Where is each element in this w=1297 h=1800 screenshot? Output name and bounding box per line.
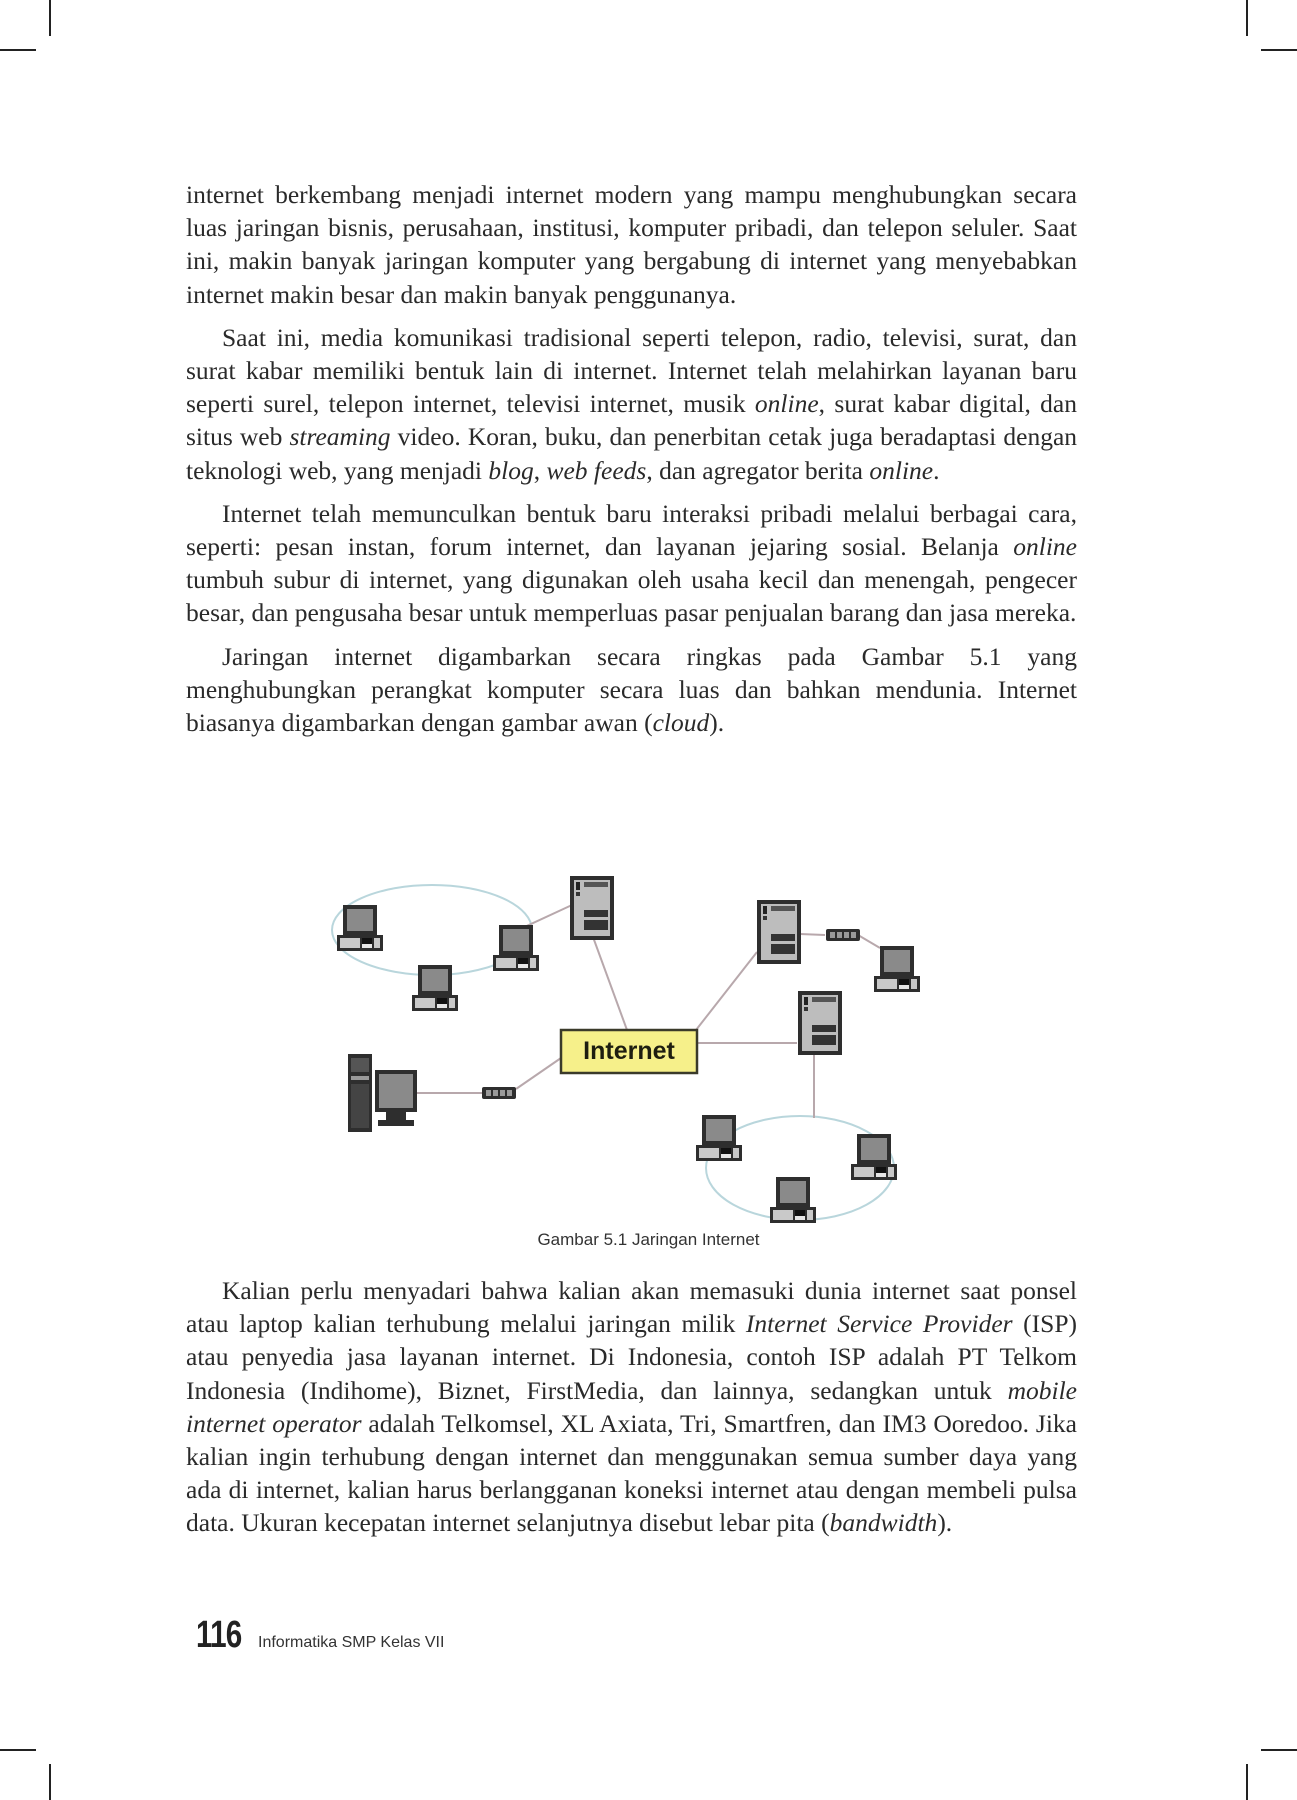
text-run: internet berkembang menjadi internet modern yang mampu menghubungkan secara luas jaringan bisnis, perusahaan, institusi, komputer pribadi, dan telepon seluler. Saat ini, makin banyak jaringan komputer yang bergabung di internet yang menyebabkan internet makin besar dan makin banyak penggunanya. bbox=[186, 180, 1077, 309]
switch-icon bbox=[482, 1087, 516, 1099]
pc-icon bbox=[696, 1115, 742, 1161]
crop-mark-top-left-horizontal bbox=[0, 49, 36, 51]
pc-icon bbox=[412, 965, 458, 1011]
italic-term: online bbox=[1013, 532, 1077, 562]
body-text-top bbox=[186, 178, 1077, 739]
crop-mark-top-right-vertical bbox=[1246, 0, 1248, 36]
paragraph bbox=[186, 1274, 1077, 1540]
internet-label: Internet bbox=[583, 1037, 675, 1065]
crop-mark-bottom-right-horizontal bbox=[1261, 1749, 1297, 1751]
pc-icon bbox=[851, 1134, 897, 1180]
pc-icon bbox=[493, 925, 539, 971]
paragraph bbox=[186, 497, 1077, 630]
pc-icon bbox=[770, 1177, 816, 1223]
crop-mark-bottom-left-vertical bbox=[49, 1764, 51, 1800]
crop-mark-bottom-right-vertical bbox=[1246, 1764, 1248, 1800]
page-footer bbox=[196, 1614, 444, 1657]
crop-mark-top-right-horizontal bbox=[1261, 49, 1297, 51]
italic-term: streaming bbox=[289, 422, 391, 452]
pc-icon bbox=[874, 946, 920, 992]
italic-term: cloud bbox=[652, 708, 710, 738]
text-run: Internet telah memunculkan bentuk baru interaksi pribadi melalui berbagai cara, seperti: pesan instan, forum internet, dan layanan jejaring sosial. Belanja bbox=[186, 498, 1077, 562]
italic-term: bandwidth bbox=[829, 1508, 938, 1538]
network-diagram bbox=[320, 870, 940, 1230]
paragraph bbox=[186, 640, 1077, 740]
desktop-computer-icon bbox=[348, 1054, 417, 1132]
text-run: ). bbox=[937, 1508, 953, 1538]
text-run: . bbox=[933, 455, 940, 485]
text-run: , dan agregator berita bbox=[646, 455, 870, 485]
text-run: (ISP) atau penyedia jasa layanan internet. Di Indonesia, contoh ISP adalah PT Telkom Indonesia (Indihome), Biznet, FirstMedia, dan lainnya, sedangkan untuk bbox=[186, 1309, 1077, 1405]
italic-term: Internet Service Provider bbox=[745, 1309, 1013, 1339]
server-icon bbox=[757, 900, 801, 964]
server-icon bbox=[570, 876, 614, 940]
paragraph bbox=[186, 178, 1077, 311]
server-icon bbox=[798, 991, 842, 1055]
text-run: video. Koran, buku, dan penerbitan cetak juga beradaptasi dengan teknologi web, yang menjadi bbox=[186, 422, 1078, 485]
italic-term: mobile internet operator bbox=[186, 1375, 1077, 1438]
text-run: Saat ini, media komunikasi tradisional seperti telepon, radio, televisi, surat, dan surat kabar memiliki bentuk lain di internet. Internet telah melahirkan layanan baru seperti surel, telepon internet, televisi internet, musik bbox=[186, 322, 1077, 419]
crop-mark-bottom-left-horizontal bbox=[0, 1749, 36, 1751]
pc-icon bbox=[337, 905, 383, 951]
book-title: Informatika SMP Kelas VII bbox=[258, 1634, 445, 1651]
text-run: ). bbox=[709, 708, 725, 738]
crop-mark-top-left-vertical bbox=[49, 0, 51, 36]
figure-caption: Gambar 5.1 Jaringan Internet bbox=[537, 1230, 760, 1249]
italic-term: online bbox=[754, 389, 819, 419]
text-run: adalah Telkomsel, XL Axiata, Tri, Smartfren, dan IM3 Ooredoo. Jika kalian ingin terhubung dengan internet dan menggunakan semua sumber daya yang ada di internet, kalian harus berlangganan koneksi internet atau dengan membeli pulsa data. Ukuran kecepatan internet selanjutnya disebut lebar pita ( bbox=[186, 1408, 1077, 1538]
text-run: tumbuh subur di internet, yang digunakan oleh usaha kecil dan menengah, pengecer besar, dan pengusaha besar untuk memperluas pasar penjualan barang dan jasa mereka. bbox=[186, 565, 1077, 628]
paragraph bbox=[186, 321, 1077, 487]
text-run: Kalian perlu menyadari bahwa kalian akan memasuki dunia internet saat ponsel atau laptop kalian terhubung melalui jaringan milik bbox=[186, 1276, 1077, 1339]
text-run: Jaringan internet digambarkan secara ringkas pada Gambar 5.1 yang menghubungkan perangkat komputer secara luas dan bahkan mendunia. Internet biasanya digambarkan dengan gambar awan ( bbox=[186, 641, 1077, 738]
body-text-bottom bbox=[186, 1274, 1077, 1540]
switch-icon bbox=[826, 929, 860, 941]
page-number: 116 bbox=[196, 1614, 242, 1656]
italic-term: web feeds bbox=[546, 455, 647, 485]
text-run: , bbox=[533, 455, 547, 485]
italic-term: online bbox=[869, 455, 934, 485]
text-run: , surat kabar digital, dan situs web bbox=[186, 389, 1077, 452]
italic-term: blog bbox=[488, 455, 534, 485]
